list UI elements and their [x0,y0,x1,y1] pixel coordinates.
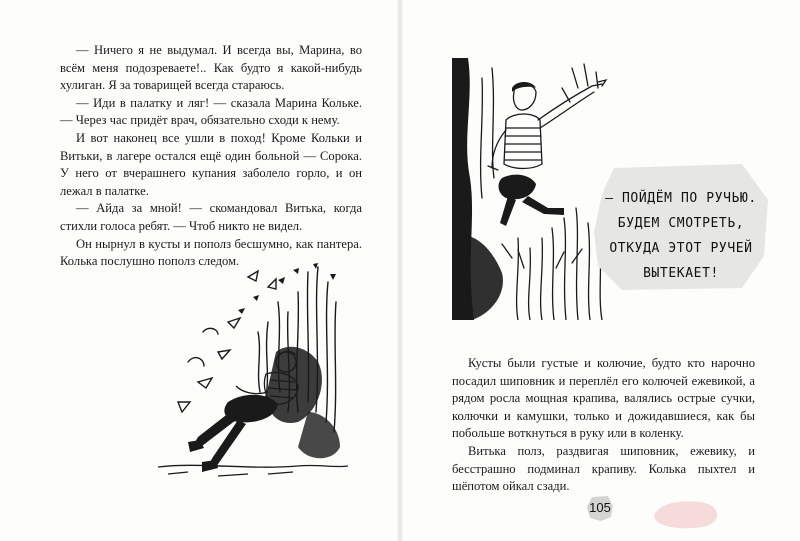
right-page-text [452,355,755,496]
paragraph: Он нырнул в кусты и пополз бесшумно, как пантера. Колька послушно пополз следом. [60,236,362,269]
paragraph: — Ничего я не выдумал. И всегда вы, Марина, во всём меня подозреваете!.. Как будто я какой-нибудь хулиган. Я за товарищей всегда стараюсь. [60,43,362,93]
speech-line: БУДЕМ СМОТРЕТЬ, [617,216,745,231]
decorative-pink-mark [648,496,724,530]
speech-bubble-text [592,186,770,286]
paragraph: Кусты были густые и колючие, будто кто нарочно посадил шиповник и переплёл его колючей ежевикой, а рядом росла мощная крапива, валялись острые сучки, колючки и камушки, только и дожидавшиеся, как бы побольше воткнуться в руку или в коленку. [452,356,755,441]
paragraph: — Айда за мной! — скомандовал Витька, когда стихли голоса ребят. — Чтоб никто не видел. [60,201,362,233]
speech-line: ОТКУДА ЭТОТ РУЧЕЙ [609,241,753,256]
paragraph: И вот наконец все ушли в поход! Кроме Кольки и Витьки, в лагере остался ещё один больной — Сорока. У него от вчерашнего купания заболело горло, и он лежал в палатке. [60,130,362,198]
speech-bubble [592,160,770,292]
speech-line: — ПОЙДЁМ ПО РУЧЬЮ. [605,191,757,206]
paragraph: — Иди в палатку и ляг! — сказала Марина Кольке. — Через час придёт врач, обязательно сходи к нему. [60,95,362,128]
paragraph: Витька полз, раздвигая шиповник, ежевику, и бесстрашно подминал крапиву. Колька пыхтел и шёпотом ойкал сзади. [452,443,755,494]
illustration-boy-in-grass [452,58,612,320]
page-number: 105 [589,500,611,515]
book-gutter [396,0,404,541]
left-page-text [60,42,362,271]
illustration-boy-crawling-in-bushes [158,262,348,482]
speech-line: ВЫТЕКАЕТ! [643,266,719,281]
